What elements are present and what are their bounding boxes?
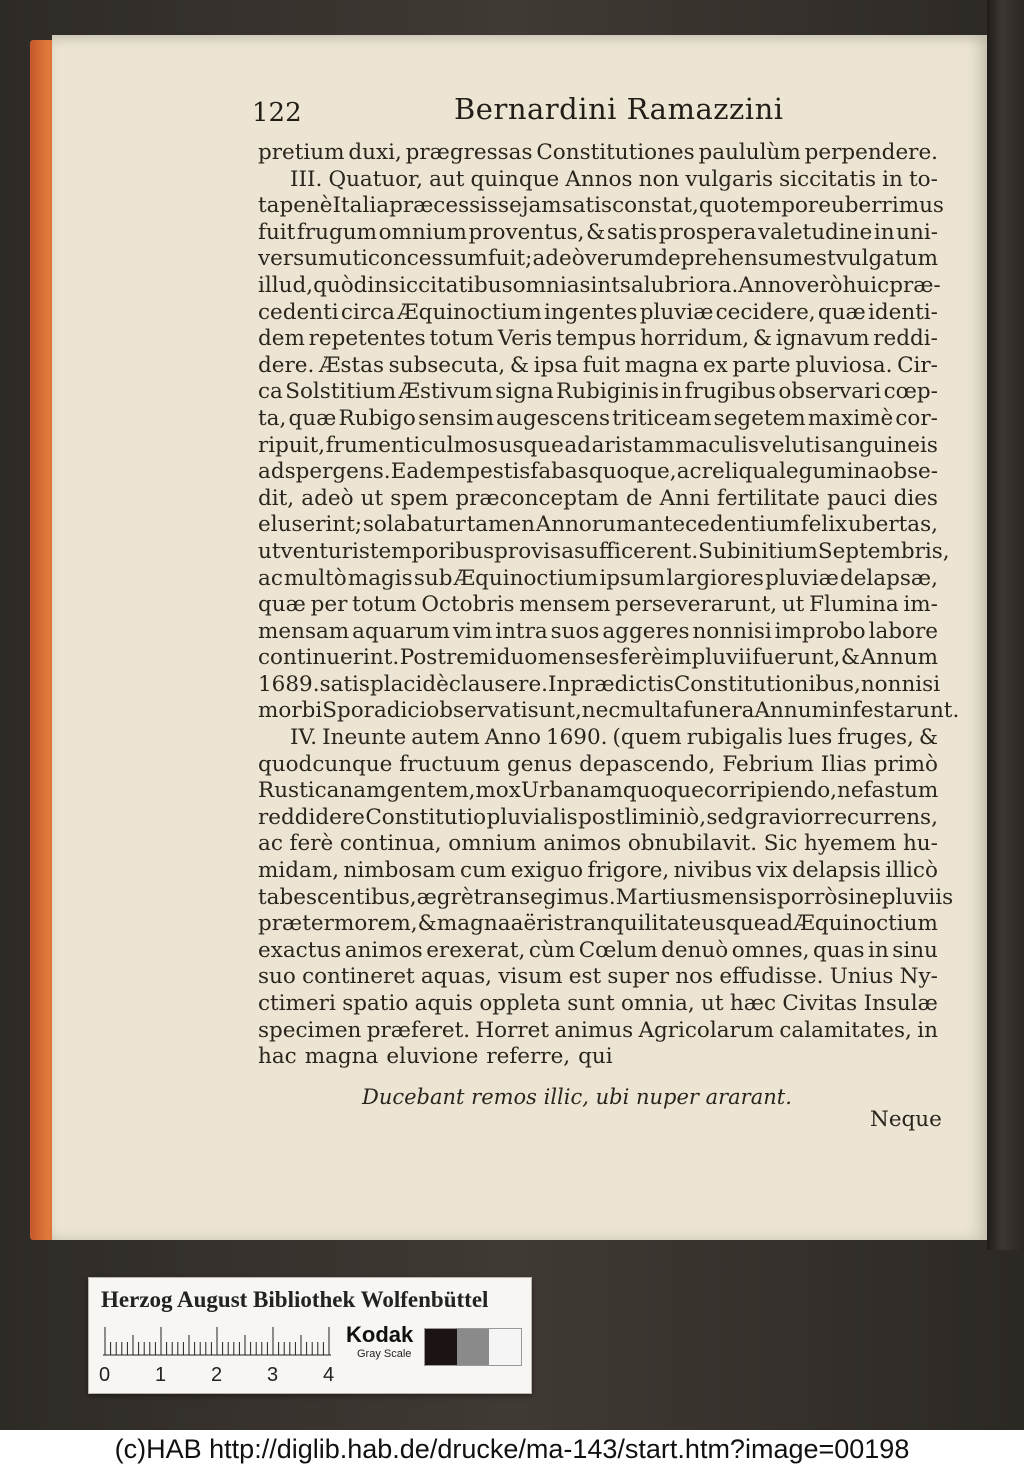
gray-swatches: [424, 1328, 522, 1366]
body-text: [258, 140, 960, 1071]
text-line: Rusticanam gentem, mox Urbanam quoque corripiendo, nefastum: [258, 778, 939, 804]
text-line: reddidere Constitutio pluvialis postliminiò, sed gravior recurrens,: [258, 804, 938, 830]
kodak-logo: Kodak: [346, 1322, 414, 1347]
text-line: III. Quatuor, aut quinque Annos non vulgaris siccitatis in to-: [290, 166, 938, 192]
page-number: 122: [252, 98, 302, 128]
catchword: Neque: [870, 1107, 942, 1132]
text-line: midam, nimbosam cum exiguo frigore, nivibus vix delapsis illicò: [258, 858, 938, 884]
text-line: dit, adeò ut spem præconceptam de Anni fertilitate pauci dies: [258, 485, 938, 511]
verse-line: Ducebant remos illic, ubi nuper ararant.: [362, 1085, 792, 1109]
text-line: dere. Æstas subsecuta, & ipsa fuit magna ex parte pluviosa. Cir-: [258, 352, 938, 378]
text-line: præter morem, & magna aëris tranquilitate usque ad Æquinoctium: [258, 911, 938, 937]
text-line: versum uti concessum fuit; adeò verum deprehensum est vulgatum: [258, 246, 938, 272]
library-name: Herzog August Bibliothek Wolfenbüttel: [101, 1287, 489, 1312]
ruler-scale: [103, 1326, 331, 1356]
text-line: dem repetentes totum Veris tempus horridum, & ignavum reddi-: [258, 326, 938, 352]
text-line: ta, quæ Rubigo sensim augescens triticeam segetem maximè cor-: [258, 405, 938, 431]
book-spine: [987, 0, 1024, 1250]
text-line: mensam aquarum vim intra suos aggeres nonnisi improbo labore: [258, 618, 938, 644]
text-line: adspergens. Eadem pestis fabas quoque, ac reliqua legumina obse-: [258, 459, 938, 485]
footer-citation: (c)HAB http://diglib.hab.de/drucke/ma-143/start.htm?image=00198: [114, 1434, 910, 1464]
text-line: ta penè Italia præcessisse jam satis constat, quo tempore uberrimus: [258, 193, 944, 219]
text-line: tabescentibus, ægrè transegimus. Martius mensis porrò sine pluviis: [258, 884, 954, 910]
text-line: ctimeri spatio aquis oppleta sunt omnia, ut hæc Civitas Insulæ: [258, 991, 938, 1016]
text-line: fuit frugum omnium proventus, & satis prospera valetudine in uni-: [258, 219, 938, 245]
ruler-number: 1: [155, 1364, 167, 1386]
gray-swatch: [457, 1329, 489, 1365]
text-line: specimen præferet. Horret animus Agricolarum calamitates, in: [258, 1017, 938, 1043]
ruler-number: 3: [267, 1364, 279, 1386]
gray-swatch: [489, 1329, 521, 1365]
text-line: 1689. satis placidè clausere. In prædictis Constitutionibus, non nisi: [258, 671, 941, 697]
text-line: IV. Ineunte autem Anno 1690. (quem rubigalis lues fruges, &: [290, 725, 938, 751]
ruler-numbers: [99, 1364, 339, 1388]
ruler-number: 4: [323, 1364, 335, 1386]
reference-card: [88, 1277, 532, 1394]
gray-swatch: [425, 1329, 457, 1365]
ruler-number: 2: [211, 1364, 223, 1386]
ruler-number: 0: [99, 1364, 111, 1386]
text-line: ac multò magis sub Æquinoctium ipsum largiores pluviæ delapsæ,: [258, 565, 938, 591]
gray-scale-label: Gray Scale: [357, 1348, 412, 1360]
text-line: cedenti circa Æquinoctium ingentes pluviæ cecidere, quæ identi-: [258, 299, 938, 325]
text-line: ca Solstitium Æstivum signa Rubiginis in frugibus observari cœp-: [258, 379, 938, 405]
text-line: exactus animos erexerat, cùm Cœlum denuò omnes, quas in sinu: [258, 937, 938, 963]
text-line: quæ per totum Octobris mensem perseverarunt, ut Flumina im-: [258, 592, 938, 618]
text-line: quodcunque fructuum genus depascendo, Febrium Ilias primò: [258, 751, 938, 777]
text-line: continuerint. Postremi duo menses ferè impluvii fuerunt, & Annum: [258, 645, 938, 671]
text-line: illud, quòd in siccitatibus omnia sint salubriora. Anno verò huic præ-: [258, 272, 941, 298]
text-line: ripuit, frumenti culmos usque ad aristam maculis veluti sanguineis: [258, 432, 938, 458]
text-line: hac magna eluvione referre, qui: [258, 1044, 613, 1070]
footer-bar: [0, 1430, 1024, 1470]
text-line: morbi Sporadici observati sunt, nec multa funera Annum infestarunt.: [258, 698, 960, 724]
text-line: suo contineret aquas, visum est super nos effudisse. Unius Ny-: [258, 964, 938, 990]
text-line: eluserint; solabatur tamen Annorum antecedentium felix ubertas,: [258, 512, 938, 538]
text-line: ac ferè continua, omnium animos obnubilavit. Sic hyemem hu-: [258, 831, 938, 857]
running-title: Bernardini Ramazzini: [454, 92, 784, 126]
text-line: ut venturis temporibus provisa sufficerent. Sub initium Septembris,: [258, 538, 950, 564]
running-head: [252, 92, 942, 132]
text-line: pretium duxi, prægressas Constitutiones paululùm perpendere.: [258, 140, 938, 165]
